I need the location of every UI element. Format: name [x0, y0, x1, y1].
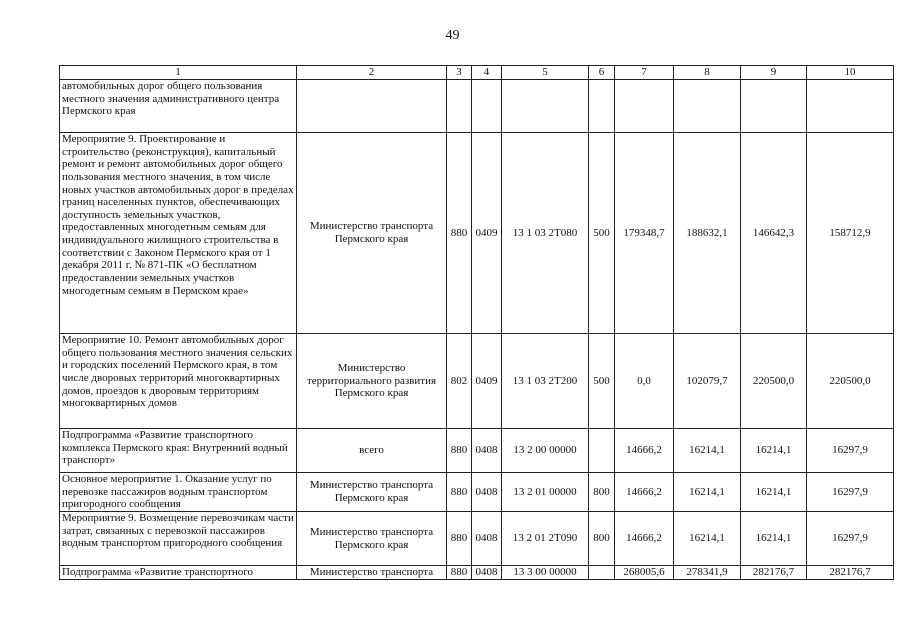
- ministry-code: 880: [447, 512, 472, 566]
- amount-col7: [615, 80, 674, 133]
- target-article: [502, 80, 589, 133]
- amount-col10: 16297,9: [807, 473, 894, 512]
- expense-type: 500: [589, 133, 615, 334]
- ministry-code: 802: [447, 334, 472, 429]
- budget-table: [59, 65, 894, 580]
- section-code: 0409: [472, 334, 502, 429]
- table-row: [60, 429, 894, 473]
- responsible-body: всего: [297, 429, 447, 473]
- row-description: Мероприятие 9. Возмещение перевозчикам части затрат, связанных с перевозкой пассажиров водным транспортом пригородного сообщения: [60, 512, 297, 566]
- responsible-body: Министерство транспорта Пермского края: [297, 473, 447, 512]
- amount-col7: 268005,6: [615, 566, 674, 580]
- column-header: 8: [674, 66, 741, 80]
- amount-col10: [807, 80, 894, 133]
- header-row: [60, 66, 894, 80]
- row-description: Подпрограмма «Развитие транспортного комплекса Пермского края: Внутренний водный транспорт»: [60, 429, 297, 473]
- section-code: 0409: [472, 133, 502, 334]
- expense-type: 500: [589, 334, 615, 429]
- amount-col9: 220500,0: [741, 334, 807, 429]
- expense-type: [589, 566, 615, 580]
- amount-col7: 0,0: [615, 334, 674, 429]
- column-header: 5: [502, 66, 589, 80]
- column-header: 9: [741, 66, 807, 80]
- row-description: Мероприятие 10. Ремонт автомобильных дорог общего пользования местного значения сельских и городских поселений Пермского края, в том числе дворовых территорий многоквартирных домов, проездов к дворовым территориям многоквартирных домов: [60, 334, 297, 429]
- target-article: 13 1 03 2Т200: [502, 334, 589, 429]
- expense-type: [589, 429, 615, 473]
- amount-col7: 14666,2: [615, 473, 674, 512]
- table-row: [60, 80, 894, 133]
- target-article: 13 2 00 00000: [502, 429, 589, 473]
- target-article: 13 1 03 2Т080: [502, 133, 589, 334]
- amount-col8: [674, 80, 741, 133]
- target-article: 13 2 01 2Т090: [502, 512, 589, 566]
- section-code: 0408: [472, 473, 502, 512]
- amount-col10: 220500,0: [807, 334, 894, 429]
- ministry-code: 880: [447, 429, 472, 473]
- column-header: 6: [589, 66, 615, 80]
- amount-col9: 16214,1: [741, 473, 807, 512]
- responsible-body: Министерство территориального развития Пермского края: [297, 334, 447, 429]
- target-article: 13 2 01 00000: [502, 473, 589, 512]
- responsible-body: Министерство транспорта Пермского края: [297, 512, 447, 566]
- amount-col7: 14666,2: [615, 429, 674, 473]
- row-description: Мероприятие 9. Проектирование и строительство (реконструкция), капитальный ремонт и ремонт автомобильных дорог общего пользования местного значения, в том числе новых участков автомобильных дорог в пределах границ населенных пунктов, обеспечивающих доступность земельных участков, предоставленных многодетным семьям для индивидуального жилищного строительства в соответствии с Законом Пермского края от 1 декабря 2011 г. № 871-ПК «О бесплатном предоставлении земельных участков многодетным семьям в Пермском крае»: [60, 133, 297, 334]
- row-description: Подпрограмма «Развитие транспортного: [60, 566, 297, 580]
- section-code: [472, 80, 502, 133]
- responsible-body: Министерство транспорта Пермского края: [297, 133, 447, 334]
- target-article: 13 3 00 00000: [502, 566, 589, 580]
- ministry-code: 880: [447, 473, 472, 512]
- amount-col10: 158712,9: [807, 133, 894, 334]
- amount-col8: 16214,1: [674, 429, 741, 473]
- amount-col8: 16214,1: [674, 473, 741, 512]
- amount-col7: 179348,7: [615, 133, 674, 334]
- amount-col9: 146642,3: [741, 133, 807, 334]
- section-code: 0408: [472, 512, 502, 566]
- table-row: [60, 566, 894, 580]
- row-description: автомобильных дорог общего пользования местного значения административного центра Пермского края: [60, 80, 297, 133]
- row-description: Основное мероприятие 1. Оказание услуг по перевозке пассажиров водным транспортом пригородного сообщения: [60, 473, 297, 512]
- column-header: 3: [447, 66, 472, 80]
- page-number: 49: [445, 28, 460, 43]
- amount-col10: 16297,9: [807, 512, 894, 566]
- column-header: 1: [60, 66, 297, 80]
- amount-col9: 282176,7: [741, 566, 807, 580]
- section-code: 0408: [472, 429, 502, 473]
- amount-col9: [741, 80, 807, 133]
- expense-type: [589, 80, 615, 133]
- column-header: 4: [472, 66, 502, 80]
- ministry-code: [447, 80, 472, 133]
- amount-col8: 278341,9: [674, 566, 741, 580]
- responsible-body: [297, 80, 447, 133]
- amount-col10: 16297,9: [807, 429, 894, 473]
- amount-col8: 102079,7: [674, 334, 741, 429]
- amount-col10: 282176,7: [807, 566, 894, 580]
- amount-col9: 16214,1: [741, 429, 807, 473]
- ministry-code: 880: [447, 566, 472, 580]
- expense-type: 800: [589, 512, 615, 566]
- responsible-body: Министерство транспорта: [297, 566, 447, 580]
- table-row: [60, 133, 894, 334]
- column-header: 10: [807, 66, 894, 80]
- column-header: 7: [615, 66, 674, 80]
- table-row: [60, 512, 894, 566]
- amount-col7: 14666,2: [615, 512, 674, 566]
- column-header: 2: [297, 66, 447, 80]
- amount-col8: 188632,1: [674, 133, 741, 334]
- section-code: 0408: [472, 566, 502, 580]
- table-row: [60, 334, 894, 429]
- amount-col9: 16214,1: [741, 512, 807, 566]
- expense-type: 800: [589, 473, 615, 512]
- amount-col8: 16214,1: [674, 512, 741, 566]
- table-row: [60, 473, 894, 512]
- ministry-code: 880: [447, 133, 472, 334]
